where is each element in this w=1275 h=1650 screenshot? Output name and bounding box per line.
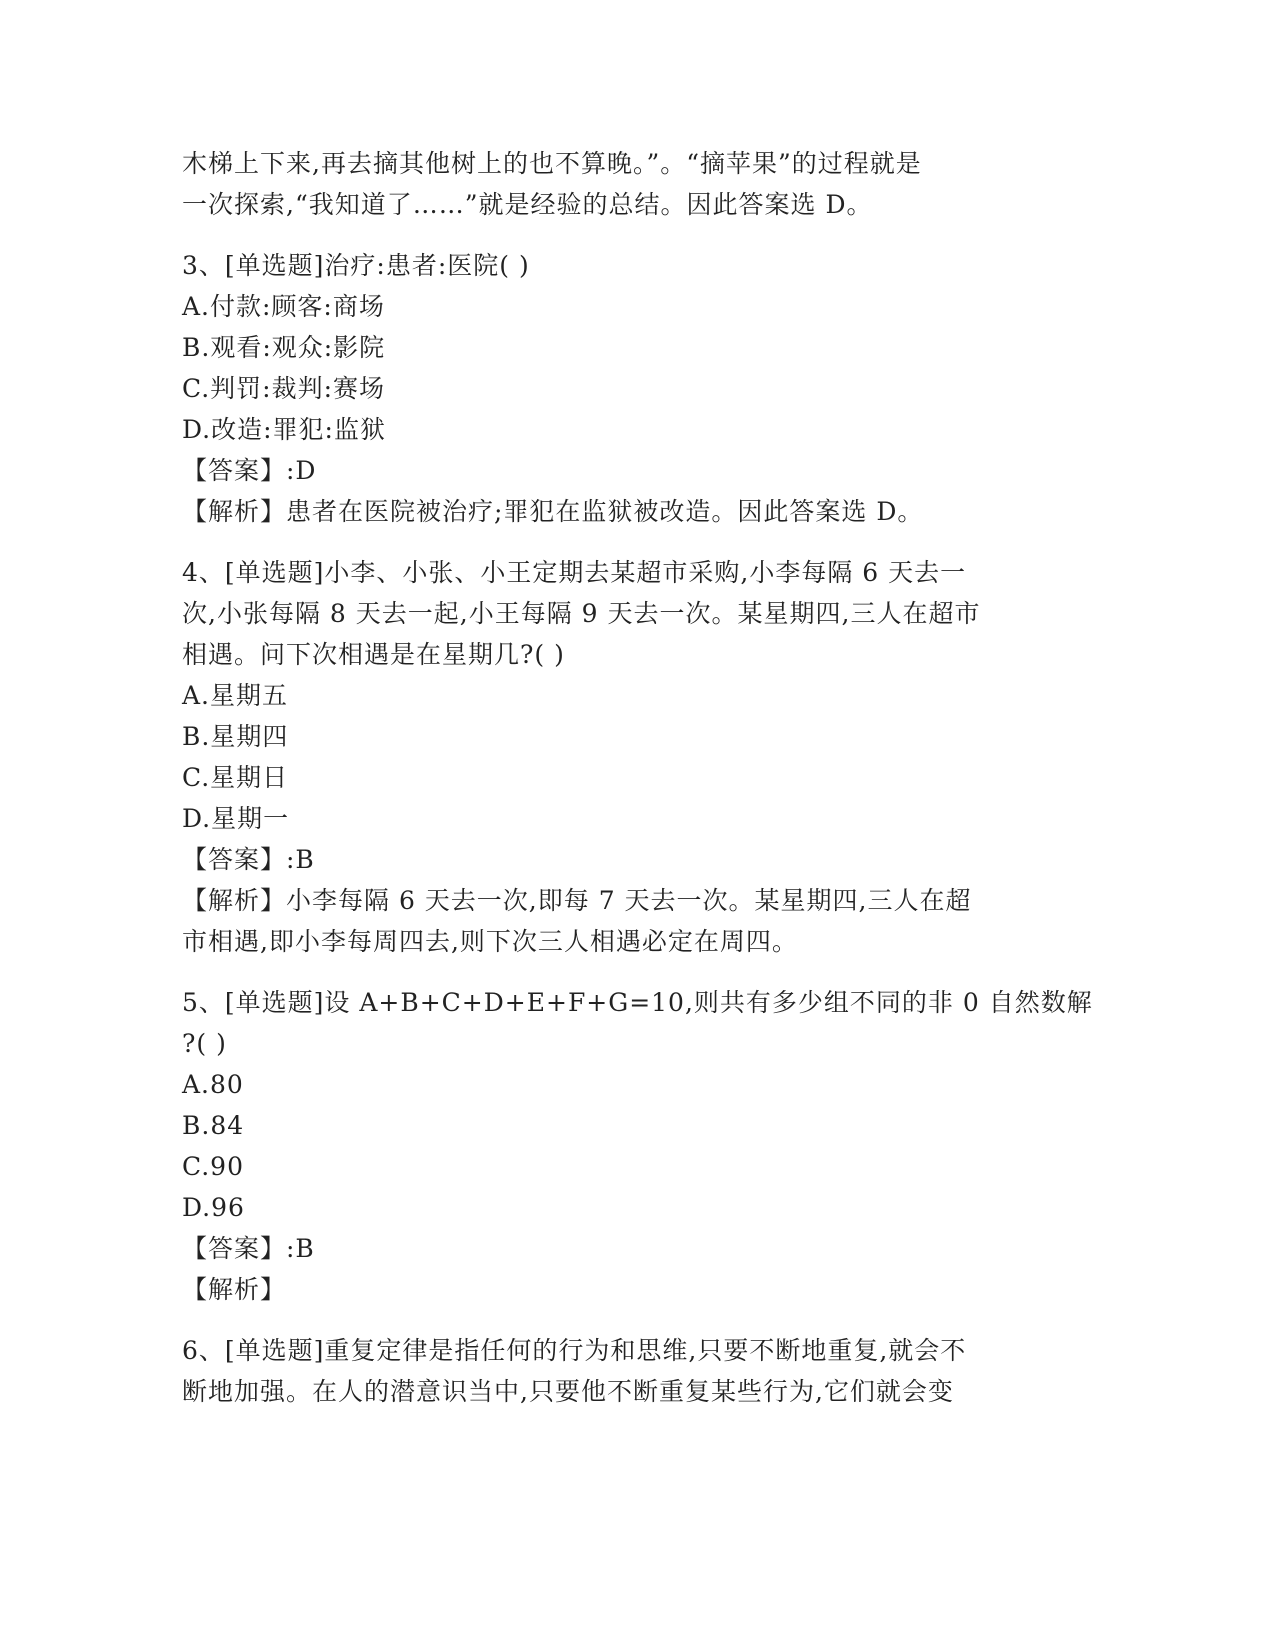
- question-stem: 相遇。问下次相遇是在星期几?( ): [182, 640, 565, 669]
- option-d: D.96: [182, 1193, 245, 1222]
- question-stem: ?( ): [182, 1029, 227, 1058]
- question-stem: 断地加强。在人的潜意识当中,只要他不断重复某些行为,它们就会变: [182, 1377, 954, 1406]
- option-a: A.付款:顾客:商场: [182, 292, 385, 321]
- analysis-line: 【解析】小李每隔 6 天去一次,即每 7 天去一次。某星期四,三人在超: [182, 886, 972, 915]
- document-page: [182, 143, 1093, 1412]
- option-d: D.星期一: [182, 804, 290, 833]
- question-5: [182, 982, 1093, 1310]
- option-c: C.90: [182, 1152, 244, 1181]
- question-stem: 6、[单选题]重复定律是指任何的行为和思维,只要不断地重复,就会不: [182, 1336, 967, 1365]
- option-b: B.84: [182, 1111, 245, 1140]
- analysis-line: 【解析】患者在医院被治疗;罪犯在监狱被改造。因此答案选 D。: [182, 497, 924, 526]
- answer-line: 【答案】:B: [182, 1234, 315, 1263]
- question-6: [182, 1330, 1082, 1412]
- question-stem: 3、[单选题]治疗:患者:医院( ): [182, 251, 530, 280]
- question-4: [182, 552, 1082, 962]
- option-b: B.观看:观众:影院: [182, 333, 386, 362]
- option-d: D.改造:罪犯:监狱: [182, 415, 386, 444]
- analysis-line: 【解析】: [182, 1275, 287, 1304]
- question-stem: 5、[单选题]设 A+B+C+D+E+F+G=10,则共有多少组不同的非 0 自然数解: [182, 988, 1093, 1017]
- option-c: C.星期日: [182, 763, 289, 792]
- text-line: 一次探索,“我知道了……”就是经验的总结。因此答案选 D。: [182, 190, 873, 219]
- option-a: A.星期五: [182, 681, 289, 710]
- analysis-line: 市相遇,即小李每周四去,则下次三人相遇必定在周四。: [182, 927, 798, 956]
- question-stem: 次,小张每隔 8 天去一起,小王每隔 9 天去一次。某星期四,三人在超市: [182, 599, 981, 628]
- question-stem: 4、[单选题]小李、小张、小王定期去某超市采购,小李每隔 6 天去一: [182, 558, 967, 587]
- option-a: A.80: [182, 1070, 244, 1099]
- option-c: C.判罚:裁判:赛场: [182, 374, 386, 403]
- question-3: [182, 245, 1082, 532]
- answer-line: 【答案】:D: [182, 456, 317, 485]
- answer-line: 【答案】:B: [182, 845, 315, 874]
- previous-analysis-continuation: [182, 143, 1082, 225]
- option-b: B.星期四: [182, 722, 289, 751]
- text-line: 木梯上下来,再去摘其他树上的也不算晚。”。“摘苹果”的过程就是: [182, 149, 922, 178]
